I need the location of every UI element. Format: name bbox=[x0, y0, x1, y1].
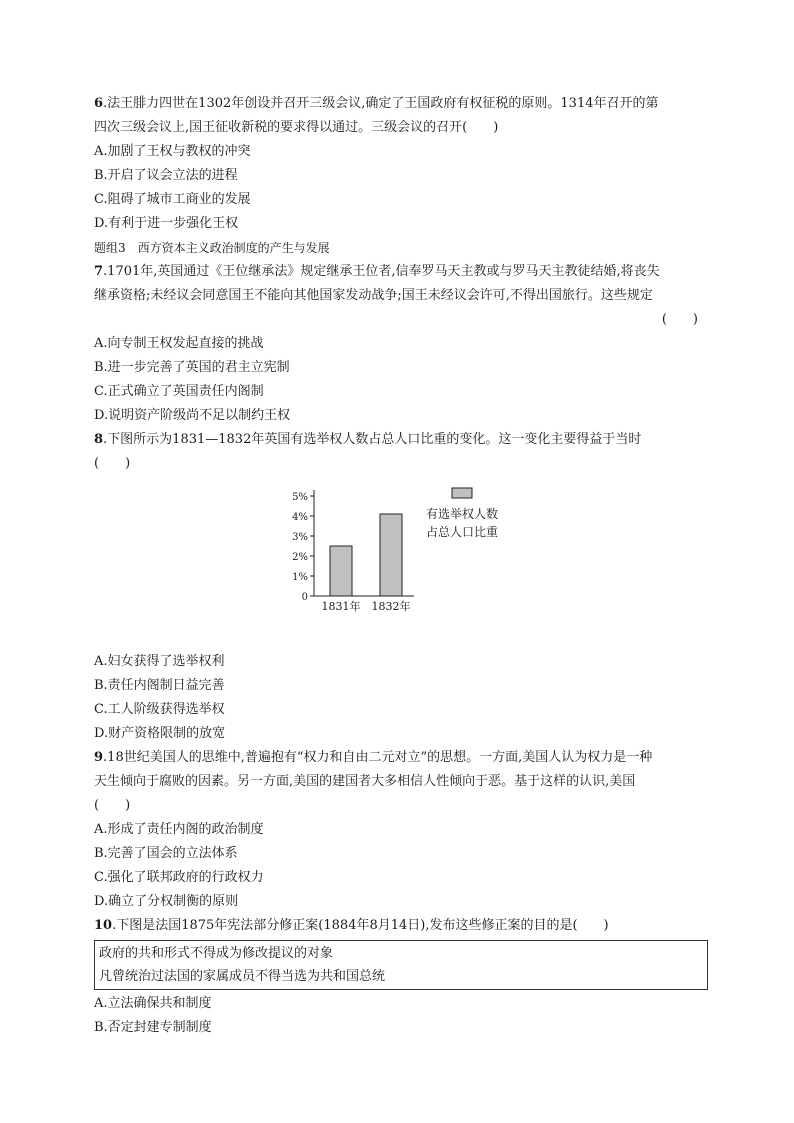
bar bbox=[380, 514, 402, 596]
legend-swatch bbox=[452, 488, 472, 498]
question-text: 继承资格;未经议会同意国王不能向其他国家发动战争;国王未经议会许可,不得出国旅行。这些规定 bbox=[94, 288, 653, 303]
option-d: D.确立了分权制衡的原则 bbox=[94, 894, 239, 909]
x-tick-label: 1832年 bbox=[371, 600, 411, 613]
y-tick-label: 5% bbox=[292, 492, 308, 503]
option-d: D.财产资格限制的放宽 bbox=[94, 726, 226, 741]
legend-line-1: 有选举权人数 bbox=[426, 507, 499, 521]
question-6-stem bbox=[94, 92, 706, 116]
x-tick-label: 1831年 bbox=[321, 600, 361, 613]
bars bbox=[330, 514, 402, 596]
y-tick-label: 3% bbox=[292, 532, 308, 543]
question-6 bbox=[94, 92, 706, 236]
question-7 bbox=[94, 260, 706, 428]
option-a: A.加剧了王权与教权的冲突 bbox=[94, 144, 251, 159]
question-10-stem bbox=[94, 914, 706, 938]
question-8 bbox=[94, 428, 706, 746]
question-text: .法王腓力四世在1302年创设并召开三级会议,确定了王国政府有权征税的原则。1314年召开的第 bbox=[103, 96, 659, 111]
option-b: B.完善了国会的立法体系 bbox=[94, 846, 238, 861]
option-a: A.形成了责任内阁的政治制度 bbox=[94, 822, 264, 837]
chart-container bbox=[94, 480, 706, 646]
section-title: 题组3 西方资本主义政治制度的产生与发展 bbox=[94, 241, 330, 255]
bar bbox=[330, 546, 352, 596]
amendment-box bbox=[94, 940, 708, 990]
question-9-stem bbox=[94, 746, 706, 770]
amendment-line-2: 凡曾统治过法国的家属成员不得当选为共和国总统 bbox=[99, 969, 386, 984]
question-text: .下图是法国1875年宪法部分修正案(1884年8月14日),发布这些修正案的目的是( ) bbox=[112, 918, 609, 933]
option-c: C.强化了联邦政府的行政权力 bbox=[94, 870, 264, 885]
y-ticks bbox=[292, 492, 314, 603]
option-a: A.立法确保共和制度 bbox=[94, 996, 212, 1011]
y-tick-label: 1% bbox=[292, 572, 308, 583]
y-tick-label: 0 bbox=[301, 592, 308, 603]
option-c: C.工人阶级获得选举权 bbox=[94, 702, 225, 717]
y-tick-label: 4% bbox=[292, 512, 308, 523]
bar-chart bbox=[274, 480, 534, 646]
question-text: .1701年,英国通过《王位继承法》规定继承王位者,信奉罗马天主教或与罗马天主教徒结婚,将丧失 bbox=[103, 264, 660, 279]
option-a: A.向专制王权发起直接的挑战 bbox=[94, 336, 264, 351]
legend-line-2: 占总人口比重 bbox=[426, 525, 499, 539]
question-8-stem bbox=[94, 428, 706, 452]
option-a: A.妇女获得了选举权利 bbox=[94, 654, 225, 669]
question-number: 6 bbox=[94, 96, 104, 111]
amendment-line-1: 政府的共和形式不得成为修改提议的对象 bbox=[99, 946, 334, 961]
question-number: 10 bbox=[94, 918, 113, 933]
option-c: C.正式确立了英国责任内阁制 bbox=[94, 384, 264, 399]
option-b: B.开启了议会立法的进程 bbox=[94, 168, 238, 183]
page-content bbox=[94, 92, 706, 1040]
answer-bracket: ( ) bbox=[94, 798, 131, 813]
option-d: D.说明资产阶级尚不足以制约王权 bbox=[94, 408, 291, 423]
option-b: B.责任内阁制日益完善 bbox=[94, 678, 225, 693]
y-tick-label: 2% bbox=[292, 552, 308, 563]
answer-bracket: ( ) bbox=[661, 312, 698, 327]
question-text: .18世纪美国人的思维中,普遍抱有“权力和自由二元对立”的思想。一方面,美国人认为权力是一种 bbox=[103, 750, 653, 765]
option-c: C.阻碍了城市工商业的发展 bbox=[94, 192, 251, 207]
question-text: .下图所示为1831—1832年英国有选举权人数占总人口比重的变化。这一变化主要得益于当时 bbox=[103, 432, 642, 447]
question-10 bbox=[94, 914, 706, 1040]
question-9 bbox=[94, 746, 706, 914]
x-labels bbox=[322, 599, 411, 613]
option-b: B.进一步完善了英国的君主立宪制 bbox=[94, 360, 290, 375]
question-7-stem bbox=[94, 260, 706, 284]
question-text: 四次三级会议上,国王征收新税的要求得以通过。三级会议的召开( ) bbox=[94, 120, 499, 135]
question-text: 天生倾向于腐败的因素。另一方面,美国的建国者大多相信人性倾向于恶。基于这样的认识,美国 bbox=[94, 774, 636, 789]
question-number: 9 bbox=[94, 750, 104, 765]
option-b: B.否定封建专制制度 bbox=[94, 1020, 212, 1035]
question-number: 8 bbox=[94, 432, 104, 447]
question-number: 7 bbox=[94, 264, 104, 279]
answer-bracket: ( ) bbox=[94, 456, 131, 471]
option-d: D.有利于进一步强化王权 bbox=[94, 216, 239, 231]
